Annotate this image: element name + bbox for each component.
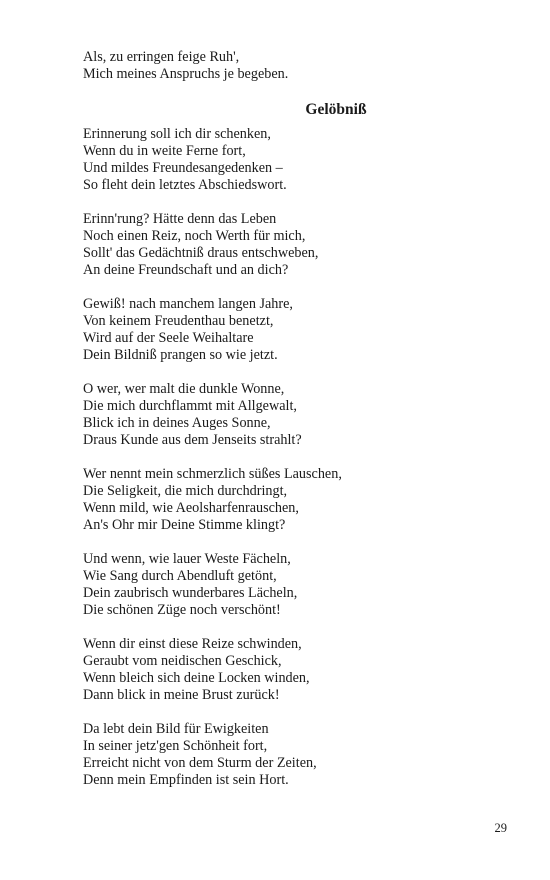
poem-line: Erreicht nicht von dem Sturm der Zeiten, xyxy=(83,755,317,771)
stanza-4 xyxy=(83,381,503,449)
poem-line: Die schönen Züge noch verschönt! xyxy=(83,602,281,618)
poem-line: Geraubt vom neidischen Geschick, xyxy=(83,653,282,669)
poem-line: An's Ohr mir Deine Stimme klingt? xyxy=(83,517,286,533)
poem-title: Gelöbniß xyxy=(305,101,367,118)
poem-line: Dein zaubrisch wunderbares Lächeln, xyxy=(83,585,298,601)
stanza-3 xyxy=(83,296,503,364)
poem-line: Blick ich in deines Auges Sonne, xyxy=(83,415,271,431)
poem-line: Wenn bleich sich deine Locken winden, xyxy=(83,670,310,686)
page-text xyxy=(83,49,503,789)
poem-line: Und mildes Freundesangedenken – xyxy=(83,160,283,176)
page-number: 29 xyxy=(494,821,507,835)
poem-line: Sollt' das Gedächtniß draus entschweben, xyxy=(83,245,319,261)
poem-line: Und wenn, wie lauer Weste Fächeln, xyxy=(83,551,291,567)
poem-line: Wenn dir einst diese Reize schwinden, xyxy=(83,636,302,652)
poem-line: So fleht dein letztes Abschiedswort. xyxy=(83,177,287,193)
poem-line: Von keinem Freudenthau benetzt, xyxy=(83,313,274,329)
poem-line: Dein Bildniß prangen so wie jetzt. xyxy=(83,347,278,363)
poem-line: Erinnerung soll ich dir schenken, xyxy=(83,126,271,142)
intro-stanza xyxy=(83,49,503,83)
poem-line: Wer nennt mein schmerzlich süßes Lauschen, xyxy=(83,466,342,482)
stanza-1 xyxy=(83,126,503,194)
poem-line: Die Seligkeit, die mich durchdringt, xyxy=(83,483,288,499)
poem-line: Mich meines Anspruchs je begeben. xyxy=(83,66,289,82)
poem-line: Wenn mild, wie Aeolsharfenrauschen, xyxy=(83,500,299,516)
poem-line: Wie Sang durch Abendluft getönt, xyxy=(83,568,277,584)
poem-line: Als, zu erringen feige Ruh', xyxy=(83,49,240,65)
stanza-6 xyxy=(83,551,503,619)
poem-line: In seiner jetz'gen Schönheit fort, xyxy=(83,738,268,754)
poem-line: Gewiß! nach manchem langen Jahre, xyxy=(83,296,293,312)
poem-line: An deine Freundschaft und an dich? xyxy=(83,262,289,278)
stanza-7 xyxy=(83,636,503,704)
poem-line: Die mich durchflammt mit Allgewalt, xyxy=(83,398,297,414)
poem-line: Erinn'rung? Hätte denn das Leben xyxy=(83,211,277,227)
poem-line: Noch einen Reiz, noch Werth für mich, xyxy=(83,228,306,244)
poem-line: Denn mein Empfinden ist sein Hort. xyxy=(83,772,289,788)
poem-line: Wenn du in weite Ferne fort, xyxy=(83,143,246,159)
stanza-2 xyxy=(83,211,503,279)
stanza-8 xyxy=(83,721,503,789)
poem-line: Dann blick in meine Brust zurück! xyxy=(83,687,280,703)
poem-line: Da lebt dein Bild für Ewigkeiten xyxy=(83,721,269,737)
poem-line: Draus Kunde aus dem Jenseits strahlt? xyxy=(83,432,302,448)
stanza-5 xyxy=(83,466,503,534)
poem-line: O wer, wer malt die dunkle Wonne, xyxy=(83,381,285,397)
poem-line: Wird auf der Seele Weihaltare xyxy=(83,330,254,346)
